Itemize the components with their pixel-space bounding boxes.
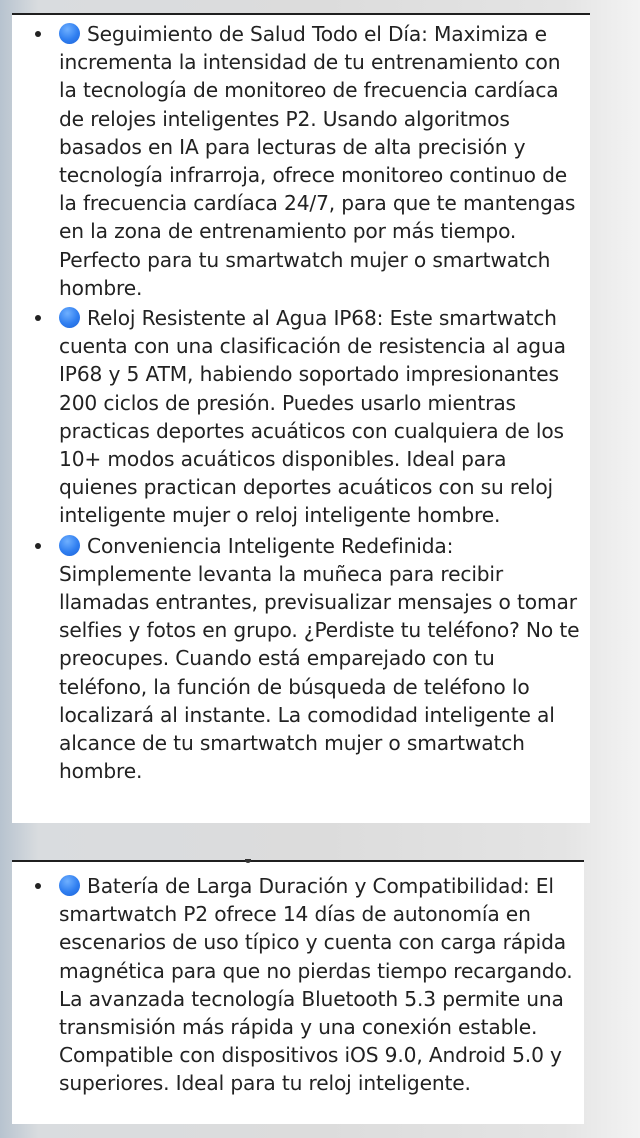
feature-text: Conveniencia Inteligente Redefinida: Simplemente levanta la muñeca para recibir llamadas entrantes, previsualizar mensajes o tomar selfies y fotos en grupo. ¿Perdiste tu teléfono? No te preocupes. Cuando está emparejado con tu teléfono, la función de búsqueda de teléfono lo localizará al instante. La comodidad inteligente al alcance de tu smartwatch mujer o smartwatch hombre. <box>59 533 580 784</box>
feature-text: Seguimiento de Salud Todo el Día: Maximiza e incrementa la intensidad de tu entrenamiento con la tecnología de monitoreo de frecuencia cardíaca de relojes inteligentes P2. Usando algoritmos basados en IA para lecturas de alta precisión y tecnología infrarroja, ofrece monitoreo continuo de la frecuencia cardíaca 24/7, para que te mantengas en la zona de entrenamiento por más tiempo. Perfecto para tu smartwatch mujer o smartwatch hombre. <box>59 22 576 300</box>
blue-circle-icon <box>59 23 80 44</box>
feature-card-1 <box>12 13 590 823</box>
blue-circle-icon <box>59 875 80 896</box>
feature-text: Batería de Larga Duración y Compatibilidad: El smartwatch P2 ofrece 14 días de autonomía en escenarios de uso típico y cuenta con carga rápida magnética para que no pierdas tiempo recargando. La avanzada tecnología Bluetooth 5.3 permite una transmisión más rápida y una conexión estable. Compatible con dispositivos iOS 9.0, Android 5.0 y superiores. Ideal para tu reloj inteligente. <box>59 874 573 1096</box>
list-item <box>59 872 584 1098</box>
list-item <box>59 20 590 302</box>
blue-circle-icon <box>59 307 80 328</box>
clipped-glyph <box>245 859 251 863</box>
bullet-icon <box>35 543 41 549</box>
feature-text: Reloj Resistente al Agua IP68: Este smartwatch cuenta con una clasificación de resistencia al agua IP68 y 5 ATM, habiendo soportado impresionantes 200 ciclos de presión. Puedes usarlo mientras practicas deportes acuáticos con cualquiera de los 10+ modos acuáticos disponibles. Ideal para quienes practican deportes acuáticos con su reloj inteligente mujer o reloj inteligente hombre. <box>59 306 566 528</box>
bullet-icon <box>35 883 41 889</box>
feature-list <box>12 872 584 1098</box>
list-item <box>59 532 590 786</box>
bullet-icon <box>35 31 41 37</box>
bullet-icon <box>35 315 41 321</box>
blue-circle-icon <box>59 535 80 556</box>
list-item <box>59 304 590 530</box>
feature-card-2 <box>12 860 584 1124</box>
feature-list <box>12 20 590 785</box>
